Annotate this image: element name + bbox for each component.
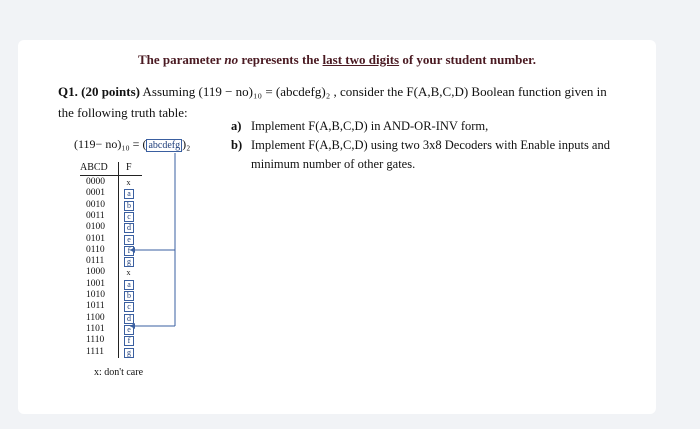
truth-table-header: [80, 162, 150, 175]
row-input-code: 1000: [86, 267, 105, 278]
table-row: [80, 200, 150, 211]
row-input-code: 1101: [86, 323, 105, 334]
instruction-header: [18, 52, 656, 68]
table-row: [80, 211, 150, 222]
row-input-code: 0010: [86, 199, 105, 210]
part-b: [231, 136, 631, 174]
row-input-code: 0000: [86, 177, 105, 187]
document-card: [18, 40, 656, 414]
header-abcd: ABCD: [80, 162, 108, 173]
row-output-value: d: [124, 223, 134, 233]
row-output-value: c: [124, 212, 134, 222]
table-row: [80, 335, 150, 346]
row-output-value: f: [124, 336, 134, 346]
question-parts: [231, 117, 631, 174]
table-divider-horizontal: [80, 175, 142, 176]
row-output-value: b: [124, 291, 134, 301]
row-input-code: 1100: [86, 312, 105, 323]
table-row: [80, 290, 150, 301]
row-output-value: x: [126, 268, 131, 278]
part-b-text: Implement F(A,B,C,D) using two 3x8 Decoders with Enable inputs and minimum number of other gates.: [251, 138, 610, 171]
table-row: [80, 347, 150, 358]
row-output-value: d: [124, 314, 134, 324]
equation-left: (119− no)₁₀ = (: [74, 137, 147, 151]
equation-boxed: abcdefg: [148, 140, 181, 151]
table-row: [80, 324, 150, 335]
row-input-code: 0101: [86, 233, 105, 244]
row-input-code: 0110: [86, 244, 105, 255]
row-input-code: 0100: [86, 222, 105, 233]
table-row: [80, 245, 150, 256]
row-input-code: 1111: [86, 346, 104, 357]
row-input-code: 1110: [86, 335, 105, 346]
table-row: [80, 267, 150, 278]
row-input-code: 0111: [86, 256, 105, 267]
row-input-code: 1010: [86, 290, 105, 300]
table-row: [80, 313, 150, 324]
row-input-code: 1011: [86, 301, 105, 312]
header-text-1: The parameter: [138, 52, 225, 67]
equation-right: )₂: [182, 137, 191, 151]
question-line-2: the following truth table:: [58, 105, 188, 120]
table-row: [80, 188, 150, 199]
dont-care-note: x: don't care: [94, 367, 144, 378]
part-b-label: b): [231, 138, 243, 152]
row-output-value: g: [124, 348, 134, 358]
row-output-value: e: [124, 325, 134, 335]
row-input-code: 1001: [86, 278, 105, 289]
row-input-code: 0011: [86, 210, 105, 221]
header-text-3: of your student number.: [399, 52, 536, 67]
part-a-label: a): [231, 119, 242, 133]
row-output-value: e: [124, 235, 134, 245]
row-output-value: a: [124, 189, 134, 199]
table-row: [80, 279, 150, 290]
row-output-value: x: [126, 178, 131, 187]
table-row: [80, 301, 150, 312]
row-output-value: g: [124, 257, 134, 267]
header-no: no: [224, 52, 239, 67]
header-text-2: represents the: [238, 52, 323, 67]
row-output-value: f: [124, 246, 134, 256]
question-label: Q1. (20 points): [58, 84, 140, 99]
part-a-text: Implement F(A,B,C,D) in AND-OR-INV form,: [251, 119, 489, 133]
table-row: [80, 222, 150, 233]
header-underlined: last two digits: [322, 52, 400, 67]
row-input-code: 0001: [86, 188, 105, 199]
row-output-value: c: [124, 302, 134, 312]
part-a: [231, 117, 631, 136]
row-output-value: b: [124, 201, 134, 211]
header-f: F: [126, 162, 132, 173]
table-row: [80, 234, 150, 245]
table-row: [80, 256, 150, 267]
question-line-1: Assuming (119 − no)₁₀ = (abcdefg)₂ , consider the F(A,B,C,D) Boolean function given in: [139, 84, 607, 99]
row-output-value: a: [124, 280, 134, 290]
table-row: [80, 177, 150, 188]
